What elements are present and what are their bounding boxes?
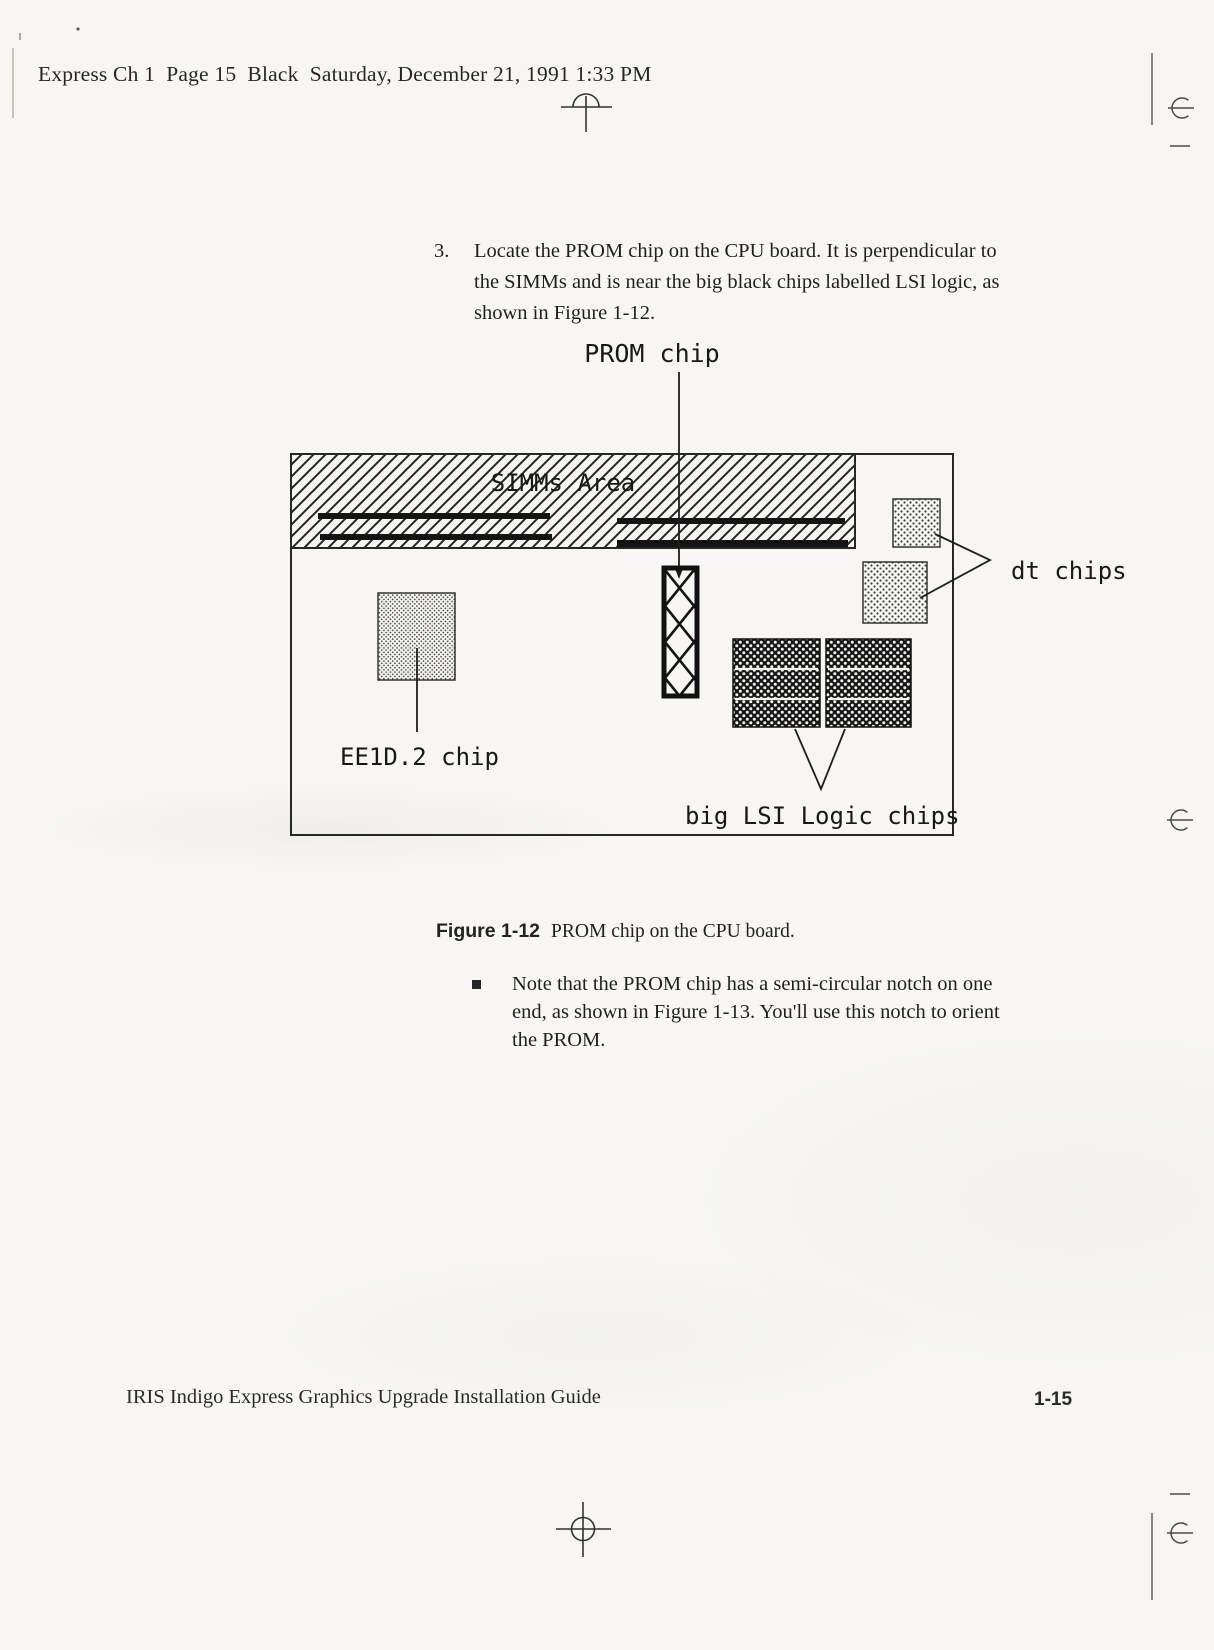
step-text (474, 236, 999, 329)
note-text-line: Note that the PROM chip has a semi-circular notch on one (512, 973, 993, 995)
note-text (512, 970, 1000, 1054)
step-text-line: Locate the PROM chip on the CPU board. It is perpendicular to (474, 240, 997, 262)
dt-chip-upper (893, 499, 940, 547)
registration-mark-right-middle (1167, 810, 1193, 830)
print-job-header: Express Ch 1 Page 15 Black Saturday, December 21, 1991 1:33 PM (38, 62, 652, 86)
lsi-chips-label: big LSI Logic chips (685, 802, 960, 830)
note-item (472, 970, 1000, 1054)
registration-mark-top-center (561, 94, 612, 132)
step-text-line: shown in Figure 1-12. (474, 302, 656, 324)
lsi-logic-chips (733, 639, 911, 727)
footer-page-number: 1-15 (1034, 1389, 1073, 1410)
ee1d2-chip-label: EE1D.2 chip (340, 743, 499, 771)
figure-caption-label: Figure 1-12 (436, 920, 541, 942)
step-3-item (434, 236, 999, 329)
footer-book-title: IRIS Indigo Express Graphics Upgrade Installation Guide (126, 1386, 601, 1408)
note-text-line: end, as shown in Figure 1-13. You'll use this notch to orient (512, 1001, 1000, 1023)
registration-mark-bottom-right (1152, 1494, 1193, 1600)
figure-caption-text: PROM chip on the CPU board. (551, 921, 795, 942)
dt-chips-label: dt chips (1011, 557, 1127, 585)
step-number: 3. (434, 240, 450, 262)
simms-area-label: SIMMs Area (490, 469, 636, 497)
prom-chip (664, 568, 697, 696)
note-text-line: the PROM. (512, 1029, 606, 1051)
cpu-board-figure (270, 330, 1170, 850)
prom-chip-label: PROM chip (584, 339, 720, 368)
step-text-line: the SIMMs and is near the big black chips labelled LSI logic, as (474, 271, 1000, 293)
registration-mark-bottom-center (556, 1502, 611, 1557)
figure-caption (436, 920, 795, 943)
registration-mark-top-right (1152, 53, 1194, 146)
dt-chip-lower (863, 562, 927, 623)
square-bullet-icon (472, 980, 481, 989)
